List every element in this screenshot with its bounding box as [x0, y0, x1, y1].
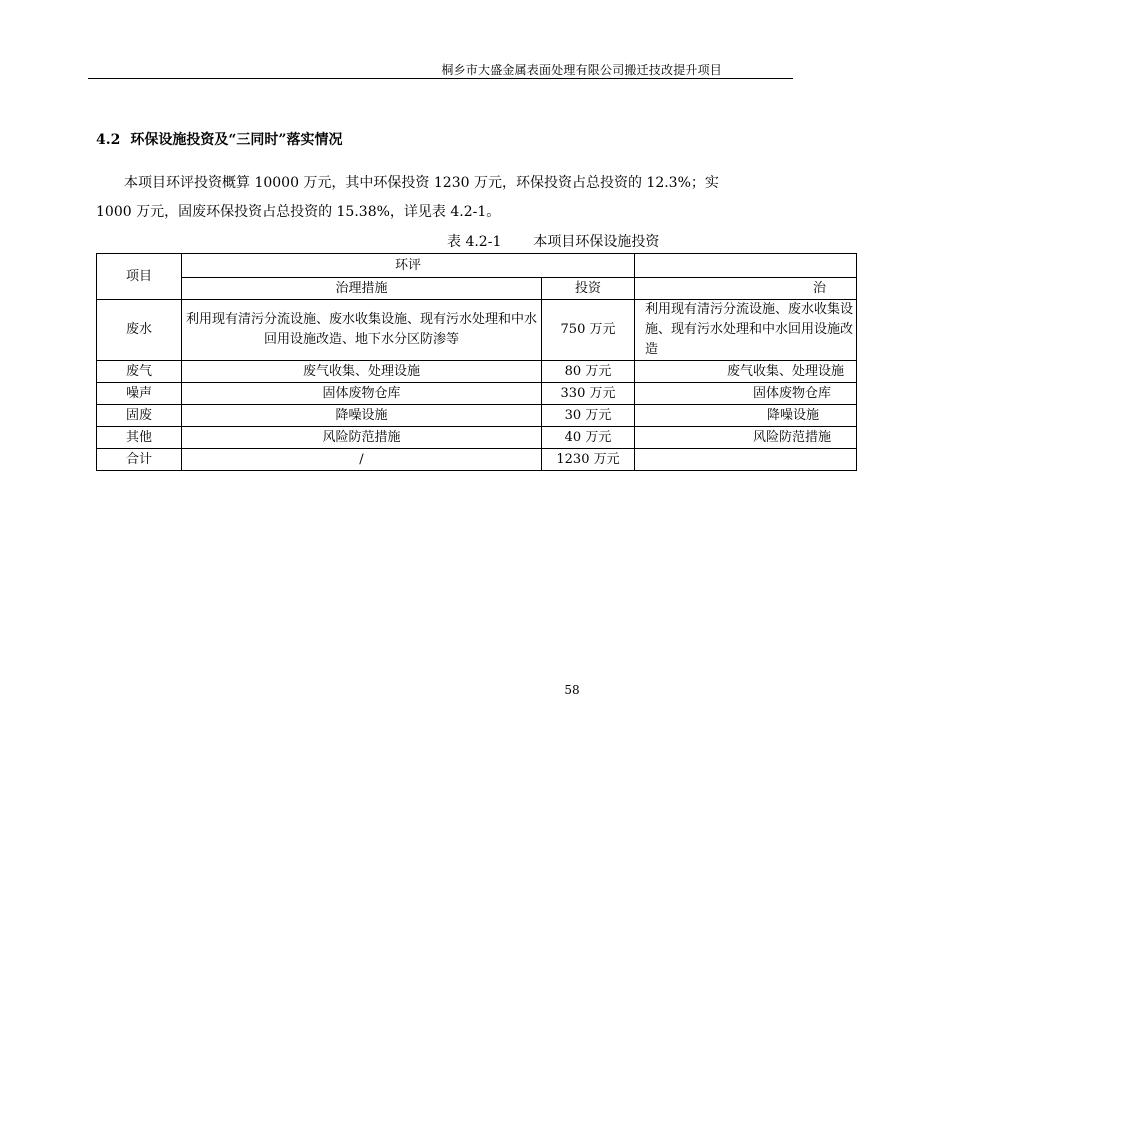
row-item: 废气	[97, 361, 182, 383]
row-measure: 降噪设施	[182, 405, 542, 427]
row-item: 其他	[97, 427, 182, 449]
row-right-measure: 降噪设施	[635, 405, 857, 427]
header-divider	[88, 78, 793, 79]
row-measure: 固体废物仓库	[182, 383, 542, 405]
paragraph-line-2: 1000 万元，固废环保投资占总投资的 15.38%，详见表 4.2-1。	[96, 204, 501, 220]
table-row	[97, 383, 857, 405]
row-right-measure: 利用现有清污分流设施、废水收集设施、现有污水处理和中水回用设施改造	[635, 300, 857, 361]
header-right-measures: 治	[635, 278, 857, 300]
section-heading	[96, 129, 342, 149]
row-right-measure: 风险防范措施	[635, 427, 857, 449]
row-measure: 废气收集、处理设施	[182, 361, 542, 383]
row-investment: 750 万元	[542, 300, 635, 361]
header-item: 项目	[97, 254, 182, 300]
table-row	[97, 300, 857, 361]
header-group-right	[635, 254, 857, 278]
section-title: 环保设施投资及“三同时”落实情况	[130, 132, 343, 148]
total-measure: /	[182, 449, 542, 471]
row-right-measure: 废气收集、处理设施	[635, 361, 857, 383]
row-measure: 风险防范措施	[182, 427, 542, 449]
row-item: 噪声	[97, 383, 182, 405]
row-item: 废水	[97, 300, 182, 361]
header-group-eia: 环评	[182, 254, 635, 278]
row-right-measure: 固体废物仓库	[635, 383, 857, 405]
table-total-row	[97, 449, 857, 471]
investment-table	[96, 253, 857, 471]
header-investment: 投资	[542, 278, 635, 300]
header-title: 桐乡市大盛金属表面处理有限公司搬迁技改提升项目	[441, 63, 722, 77]
row-investment: 40 万元	[542, 427, 635, 449]
table-row	[97, 361, 857, 383]
investment-table-container	[96, 253, 854, 467]
header-measures: 治理措施	[182, 278, 542, 300]
table-caption-title: 本项目环保设施投资	[533, 234, 660, 250]
total-right	[635, 449, 857, 471]
total-item: 合计	[97, 449, 182, 471]
table-row	[97, 405, 857, 427]
page-number: 58	[564, 683, 580, 697]
table-caption	[447, 231, 659, 251]
row-measure: 利用现有清污分流设施、废水收集设施、现有污水处理和中水回用设施改造、地下水分区防渗等	[182, 300, 542, 361]
total-investment: 1230 万元	[542, 449, 635, 471]
row-item: 固废	[97, 405, 182, 427]
row-investment: 30 万元	[542, 405, 635, 427]
table-caption-number: 表 4.2-1	[447, 234, 502, 250]
table-row	[97, 427, 857, 449]
row-investment: 80 万元	[542, 361, 635, 383]
section-number: 4.2	[96, 132, 121, 148]
row-investment: 330 万元	[542, 383, 635, 405]
paragraph-line-1: 本项目环评投资概算 10000 万元，其中环保投资 1230 万元，环保投资占总投资的 12.3%；实	[124, 175, 719, 191]
